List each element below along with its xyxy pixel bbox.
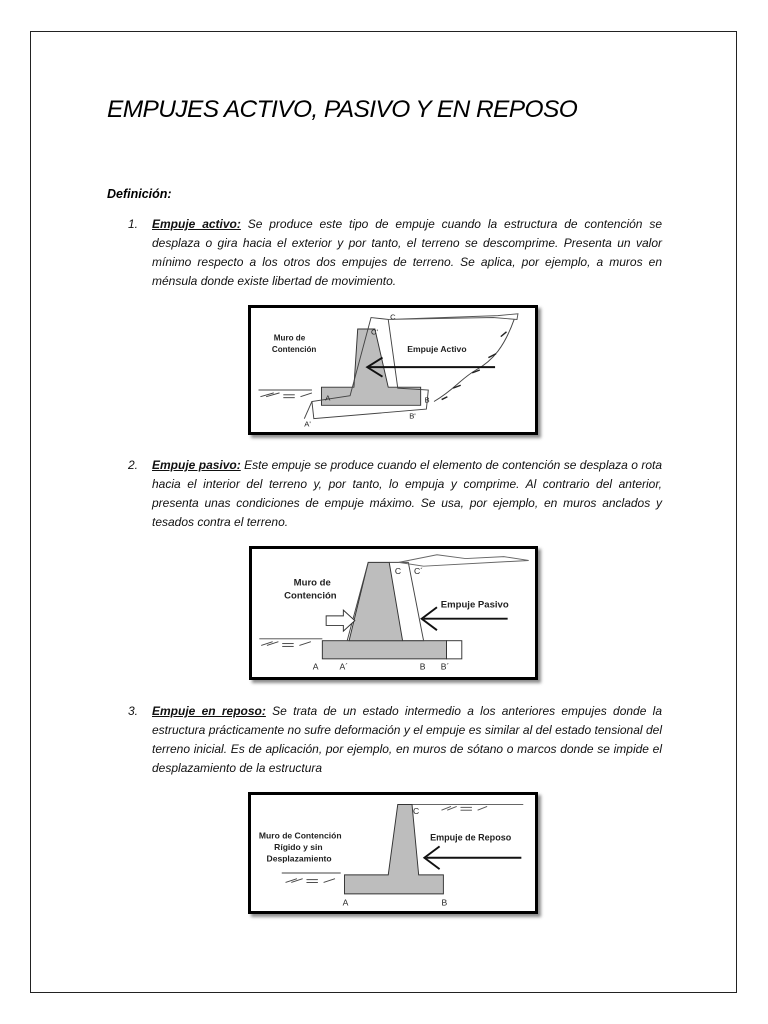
description-passive: Este empuje se produce cuando el elemento de contención se desplaza o rota hacia el interior del terreno y, por tanto, lo empuja y comprime. Al contrario del anterior, presenta unas condiciones de empuje máximo. Se usa, por ejemplo, en muros anclados y tesados contra el terreno. [152, 458, 662, 529]
point-a: A [325, 393, 331, 403]
term-passive: Empuje pasivo: [152, 458, 241, 472]
rest-wall-label-2: Rígido y sin [274, 842, 323, 853]
figure-active-thrust [248, 305, 538, 435]
list-number: 2. [128, 458, 139, 472]
active-wall-label-2: Contención [271, 344, 317, 354]
list-number: 1. [128, 217, 139, 231]
passive-arrow-label: Empuje Pasivo [440, 599, 509, 611]
point-b: B [424, 395, 430, 405]
list-number: 3. [128, 704, 139, 718]
rest-thrust-diagram [251, 795, 535, 911]
point-c: C [412, 806, 420, 817]
rest-arrow-label: Empuje de Reposo [430, 832, 512, 843]
point-b-prime: B' [409, 411, 416, 421]
rest-wall-label-3: Desplazamiento [266, 853, 332, 864]
point-c-prime: C' [371, 327, 379, 337]
document-title: EMPUJES ACTIVO, PASIVO Y EN REPOSO [107, 96, 578, 123]
active-thrust-diagram [251, 308, 535, 432]
point-b: B [441, 897, 448, 908]
rest-wall-label-1: Muro de Contención [258, 830, 342, 841]
active-arrow-label: Empuje Activo [407, 343, 467, 354]
description-rest: Se trata de un estado intermedio a los anteriores empujes donde la estructura prácticamente no sufre deformación y el empuje es similar al del estado tensional del terreno inicial. Es de aplicación, por ejemplo, en muros de sótano o marcos donde se impide el desplazamiento de la estructura [152, 704, 662, 775]
point-a-prime: A' [304, 419, 311, 429]
figure-rest-thrust [248, 792, 538, 914]
point-a-prime: A´ [339, 661, 349, 672]
point-c: C [394, 565, 402, 576]
description-active: Se produce este tipo de empuje cuando la estructura de contención se desplaza o gira hacia el exterior y por tanto, el terreno se descomprime. Presenta un valor mínimo respecto a los otros dos empujes de terreno. Se aplica, por ejemplo, a muros en ménsula donde existe libertad de movimiento. [152, 217, 662, 288]
passive-wall-label-1: Muro de [293, 577, 331, 589]
list-text [152, 702, 662, 778]
point-a: A [312, 661, 319, 672]
term-rest: Empuje en reposo: [152, 704, 266, 718]
point-b: B [419, 661, 426, 672]
list-item-rest [128, 702, 662, 778]
point-c-prime: C´ [414, 565, 424, 576]
figure-passive-thrust [249, 546, 538, 680]
passive-wall-label-2: Contención [284, 590, 337, 602]
list-text [152, 456, 662, 532]
list-item-passive [128, 456, 662, 532]
point-b-prime: B´ [440, 661, 450, 672]
passive-thrust-diagram [252, 549, 535, 677]
point-c: C [390, 312, 396, 322]
active-wall-label-1: Muro de [273, 333, 306, 343]
list-text [152, 215, 662, 291]
definition-label: Definición: [107, 187, 172, 201]
point-a: A [342, 897, 349, 908]
term-active: Empuje activo: [152, 217, 241, 231]
list-item-active [128, 215, 662, 291]
